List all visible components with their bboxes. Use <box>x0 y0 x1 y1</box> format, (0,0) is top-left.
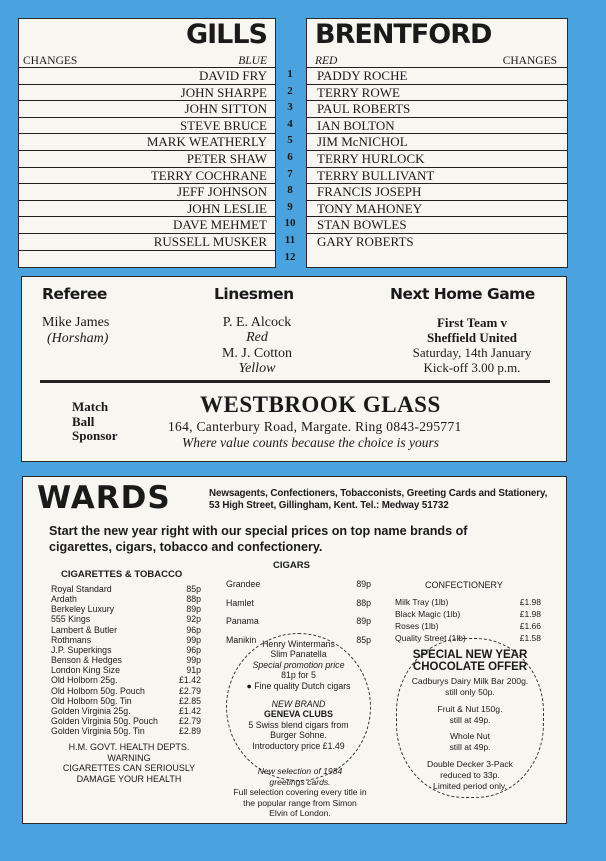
confectionery-price: £1.98 <box>519 609 541 619</box>
greeting-cards-text: New selection of 1984 greetings cards. Full selection covering every title in the popular range from Simon Elvin of London. <box>233 766 367 819</box>
cigarette-item <box>51 716 201 726</box>
home-player-row <box>19 233 275 250</box>
cigarette-name: London King Size <box>51 665 120 676</box>
next-home-game-details <box>392 315 552 375</box>
referee-name: Mike James <box>42 315 110 330</box>
confectionery-price: £1.58 <box>519 633 541 643</box>
cigarette-price: £1.42 <box>178 675 201 686</box>
home-player-name: PETER SHAW <box>186 151 267 166</box>
chocolate-offer-title: SPECIAL NEW YEAR CHOCOLATE OFFER <box>412 649 528 673</box>
confectionery-item <box>395 620 541 632</box>
confectionery-item <box>395 596 541 608</box>
shirt-number: 5 <box>287 134 293 147</box>
cigars-heading: CIGARS <box>273 560 310 571</box>
cigarette-item <box>51 696 201 706</box>
cigarette-item <box>51 604 201 614</box>
cigarette-name: Benson & Hedges <box>51 655 122 666</box>
home-player-name: JOHN SHARPE <box>180 84 267 100</box>
cigarette-name: Rothmans <box>51 634 92 645</box>
cigarette-price: 99p <box>186 634 201 645</box>
home-player-row <box>19 133 275 150</box>
cigarette-item <box>51 614 201 624</box>
home-player-name: MARK WEATHERLY <box>146 134 267 150</box>
cigar-price: 85p <box>356 635 371 646</box>
away-player-row <box>307 117 567 134</box>
cigarette-price: 88p <box>186 594 201 605</box>
away-player-row <box>307 133 567 150</box>
home-player-row <box>19 150 275 167</box>
away-player-name: GARY ROBERTS <box>317 234 414 249</box>
cigarette-name: 555 Kings <box>51 614 91 625</box>
cigarette-name: Lambert & Butler <box>51 624 118 635</box>
away-player-row <box>307 233 567 250</box>
away-player-row <box>307 167 567 184</box>
cigarette-price: £2.85 <box>178 695 201 706</box>
away-player-name: TERRY HURLOCK <box>317 151 425 166</box>
shirt-number: 9 <box>287 200 293 213</box>
cigarette-price: £1.42 <box>178 705 201 716</box>
cigarette-name: Golden Virginia 50g. Pouch <box>51 716 158 727</box>
cigarette-item <box>51 625 201 635</box>
away-player-name: STAN BOWLES <box>317 217 407 233</box>
away-player-row <box>307 67 567 84</box>
home-colour: BLUE <box>238 55 267 67</box>
home-player-row <box>19 167 275 184</box>
away-player-row <box>307 183 567 200</box>
confectionery-price: £1.66 <box>519 621 541 631</box>
cigarettes-price-list <box>51 584 201 736</box>
cigarettes-heading: CIGARETTES & TOBACCO <box>61 569 183 580</box>
shirt-number: 8 <box>287 184 293 197</box>
cigarette-name: Old Holborn 50g. Tin <box>51 695 132 706</box>
next-game-line-1: First Team v <box>436 315 508 330</box>
away-player-name: FRANCIS JOSEPH <box>317 184 422 200</box>
away-player-name: PADDY ROCHE <box>317 68 408 83</box>
next-game-date: Saturday, 14th January <box>412 345 532 360</box>
cigarette-item <box>51 594 201 604</box>
linesman-2: M. J. Cotton <box>221 345 292 361</box>
linesman-1-flag: Red <box>246 330 268 346</box>
cigarette-name: Golden Virginia 50g. Tin <box>51 726 145 737</box>
away-team-title: BRENTFORD <box>315 19 492 50</box>
cigar-name: Grandee <box>226 579 261 589</box>
wards-description: Newsagents, Confectioners, Tobacconists, Greeting Cards and Stationery, 53 High Street, Gillingham, Kent. Tel.: Medway 51732 <box>209 488 548 511</box>
confectionery-name: Quality Street (1lb) <box>395 633 466 643</box>
sponsor-name: WESTBROOK GLASS <box>200 392 441 417</box>
home-player-row <box>19 200 275 217</box>
warning-line: DAMAGE YOUR HEALTH <box>76 773 182 784</box>
cigarette-item <box>51 645 201 655</box>
cigarette-price: 99p <box>186 655 201 666</box>
cigarette-item <box>51 665 201 675</box>
wards-intro: Start the new year right with our special prices on top name brands of cigarettes, cigars, tobacco and confectionery. <box>49 524 468 554</box>
cigarette-item <box>51 584 201 594</box>
cigarette-price: 96p <box>186 624 201 635</box>
shirt-number: 3 <box>287 101 293 114</box>
cigar-name: Manikin <box>226 635 257 646</box>
linesmen-block <box>202 315 312 376</box>
promo-bullet: ● Fine quality Dutch cigars <box>246 680 351 691</box>
shirt-numbers <box>278 66 304 266</box>
confectionery-price-list <box>395 596 541 644</box>
officials-panel <box>21 276 567 462</box>
home-player-name: STEVE BRUCE <box>179 117 267 133</box>
away-changes-label: CHANGES <box>502 55 557 67</box>
cigarette-name: Ardath <box>51 594 77 605</box>
warning-line: WARNING <box>107 752 151 763</box>
cigar-name: Hamlet <box>226 597 254 608</box>
home-player-name: JOHN SITTON <box>184 101 267 117</box>
home-player-name: TERRY COCHRANE <box>150 167 267 183</box>
linesman-2-flag: Yellow <box>238 360 276 376</box>
home-player-row <box>19 117 275 134</box>
wards-logo: WARDS <box>37 480 171 516</box>
wintermans-promo: Henry Wintermans Slim Panatella Special promotion price 81p for 5 ● Fine quality Dutch cigars <box>226 639 371 691</box>
wards-advert <box>22 476 567 824</box>
linesman-1: P. E. Alcock <box>222 315 292 330</box>
cigarette-item <box>51 706 201 716</box>
cigarette-price: £2.79 <box>178 685 201 696</box>
shirt-number: 10 <box>284 217 296 230</box>
confectionery-name: Milk Tray (1lb) <box>395 597 449 607</box>
cigar-price: 89p <box>356 616 371 627</box>
home-team-panel <box>18 18 276 268</box>
health-warning <box>49 742 209 784</box>
home-player-row <box>19 216 275 233</box>
cigarette-price: £2.79 <box>178 716 201 727</box>
sponsor-slogan: Where value counts because the choice is yours <box>182 435 440 450</box>
shirt-number: 12 <box>284 250 296 263</box>
away-player-row <box>307 216 567 233</box>
home-player-row <box>19 84 275 101</box>
shirt-number: 2 <box>287 84 293 97</box>
cigar-item <box>226 612 371 631</box>
chocolate-offer-details: Cadburys Dairy Milk Bar 200g. still only 50p. Fruit & Nut 150g. still at 49p. Whole Nut still at 49p. Double Decker 3-Pack reduced to 33p. Limited period only. <box>411 676 529 792</box>
shirt-number: 11 <box>284 234 296 246</box>
warning-line: CIGARETTES CAN SERIOUSLY <box>62 763 196 773</box>
home-player-row <box>19 183 275 200</box>
away-player-row <box>307 84 567 101</box>
away-player-row <box>307 200 567 217</box>
cigarette-item <box>51 675 201 685</box>
confectionery-price: £1.98 <box>519 597 541 607</box>
cigarette-price: 91p <box>186 665 201 676</box>
shirt-number: 4 <box>287 117 293 130</box>
cigarette-item <box>51 686 201 696</box>
next-game-kickoff: Kick-off 3.00 p.m. <box>423 360 521 375</box>
shirt-number: 1 <box>287 68 293 80</box>
home-player-name: JOHN LESLIE <box>187 200 267 216</box>
away-player-name: TERRY BULLIVANT <box>317 167 435 183</box>
cigarette-name: Old Holborn 25g. <box>51 675 118 686</box>
home-player-name: DAVE MEHMET <box>172 217 267 233</box>
home-player-row <box>19 100 275 117</box>
cigarette-name: Old Holborn 50g. Pouch <box>51 685 145 696</box>
away-player-name: TERRY ROWE <box>317 84 400 100</box>
confectionery-name: Black Magic (1lb) <box>395 609 461 619</box>
cigarette-name: J.P. Superkings <box>51 644 112 655</box>
cigarette-item <box>51 635 201 645</box>
cigarette-price: £2.89 <box>178 726 201 737</box>
home-player-name: RUSSELL MUSKER <box>153 234 267 249</box>
cigarette-item <box>51 726 201 736</box>
away-player-name: JIM McNICHOL <box>317 134 408 150</box>
cigarette-name: Golden Virginia 25g. <box>51 705 131 716</box>
cigar-price: 88p <box>356 597 371 608</box>
next-game-opponent: Sheffield United <box>427 330 517 345</box>
referee-heading: Referee <box>42 285 107 303</box>
home-player-row <box>19 67 275 84</box>
home-player-row <box>19 250 275 267</box>
away-player-name: PAUL ROBERTS <box>317 101 411 117</box>
cigarette-name: Royal Standard <box>51 584 112 594</box>
home-changes-label: CHANGES <box>23 55 78 67</box>
cigarette-price: 89p <box>186 604 201 615</box>
away-player-row <box>307 100 567 117</box>
cigar-price: 89p <box>356 579 371 589</box>
next-home-game-heading: Next Home Game <box>390 285 535 303</box>
away-player-name: TONY MAHONEY <box>317 200 423 216</box>
confectionery-heading: CONFECTIONERY <box>425 580 503 590</box>
cigarette-name: Berkeley Luxury <box>51 604 115 615</box>
cigarette-price: 96p <box>186 644 201 655</box>
shirt-number: 6 <box>287 151 293 163</box>
home-player-name: JEFF JOHNSON <box>177 184 267 200</box>
confectionery-item <box>395 608 541 620</box>
divider-line <box>40 380 550 383</box>
cigarette-item <box>51 655 201 665</box>
referee-town: (Horsham) <box>47 331 109 346</box>
match-ball-sponsor-label: Match Ball Sponsor <box>72 399 118 443</box>
confectionery-name: Roses (1lb) <box>395 621 439 631</box>
home-team-title: GILLS <box>185 19 267 50</box>
sponsor-address: 164, Canterbury Road, Margate. Ring 0843-295771 <box>168 419 462 434</box>
shirt-number: 7 <box>287 167 293 180</box>
away-player-name: IAN BOLTON <box>317 117 395 133</box>
warning-line: H.M. GOVT. HEALTH DEPTS. <box>68 742 190 752</box>
away-colour: RED <box>315 55 338 67</box>
cigarette-price: 85p <box>186 584 201 594</box>
linesmen-heading: Linesmen <box>214 285 294 303</box>
cigar-name: Panama <box>226 616 259 627</box>
away-team-panel <box>306 18 568 268</box>
cigar-item <box>226 575 371 594</box>
away-player-row <box>307 150 567 167</box>
home-player-name: DAVID FRY <box>198 68 267 83</box>
geneva-clubs-promo: NEW BRAND GENEVA CLUBS 5 Swiss blend cigars from Burger Sohne. Introductory price £1.49 <box>248 699 349 751</box>
cigar-item <box>226 594 371 613</box>
cigarette-price: 92p <box>186 614 201 625</box>
